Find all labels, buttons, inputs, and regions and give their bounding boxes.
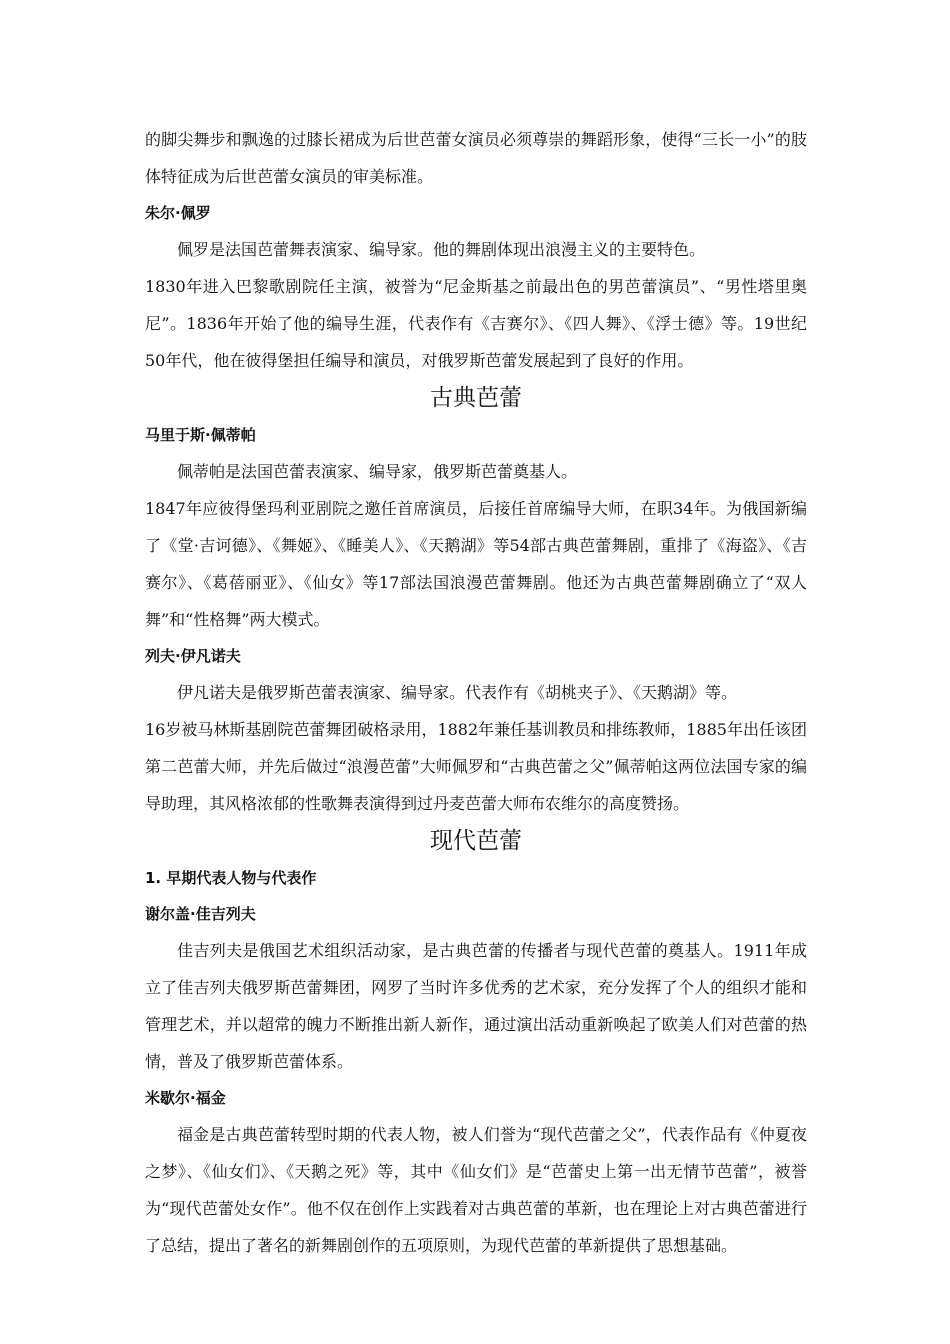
- paragraph: 佳吉列夫是俄国艺术组织活动家，是古典芭蕾的传播者与现代芭蕾的奠基人。1911年成立了佳吉列夫俄罗斯芭蕾舞团，网罗了当时许多优秀的艺术家，充分发挥了个人的组织才能和管理艺术，并以超常的魄力不断推出新人新作，通过演出活动重新唤起了欧美人们对芭蕾的热情，普及了俄罗斯芭蕾体系。: [145, 941, 807, 1071]
- subsection-heading: 1. 早期代表人物与代表作: [145, 869, 317, 887]
- paragraph: 1830年进入巴黎歌剧院任主演，被誉为“尼金斯基之前最出色的男芭蕾演员”、“男性塔里奥尼”。1836年开始了他的编导生涯，代表作有《吉赛尔》、《四人舞》、《浮士德》等。19世纪50年代，他在彼得堡担任编导和演员，对俄罗斯芭蕾发展起到了良好的作用。: [145, 277, 807, 370]
- section-title: 现代芭蕾: [430, 828, 522, 854]
- paragraph: 福金是古典芭蕾转型时期的代表人物，被人们誉为“现代芭蕾之父”，代表作品有《仲夏夜之梦》、《仙女们》、《天鹅之死》等，其中《仙女们》是“芭蕾史上第一出无情节芭蕾”，被誉为“现代芭蕾处女作”。他不仅在创作上实践着对古典芭蕾的革新，也在理论上对古典芭蕾进行了总结，提出了著名的新舞剧创作的五项原则，为现代芭蕾的革新提供了思想基础。: [145, 1125, 807, 1255]
- document-body: [145, 121, 807, 1264]
- person-heading: 列夫·伊凡诺夫: [145, 647, 241, 665]
- person-heading: 马里于斯·佩蒂帕: [145, 426, 256, 444]
- person-heading: 朱尔·佩罗: [145, 204, 211, 222]
- paragraph: 16岁被马林斯基剧院芭蕾舞团破格录用，1882年兼任基训教员和排练教师，1885年出任该团第二芭蕾大师，并先后做过“浪漫芭蕾”大师佩罗和“古典芭蕾之父”佩蒂帕这两位法国专家的编导助理，其风格浓郁的性歌舞表演得到过丹麦芭蕾大师布农维尔的高度赞扬。: [145, 720, 807, 813]
- paragraph: 佩蒂帕是法国芭蕾表演家、编导家，俄罗斯芭蕾奠基人。: [177, 462, 578, 481]
- paragraph: 的脚尖舞步和飘逸的过膝长裙成为后世芭蕾女演员必须尊崇的舞蹈形象，使得“三长一小”的肢体特征成为后世芭蕾女演员的审美标准。: [145, 130, 807, 186]
- paragraph: 伊凡诺夫是俄罗斯芭蕾表演家、编导家。代表作有《胡桃夹子》、《天鹅湖》等。: [177, 683, 738, 702]
- paragraph: 1847年应彼得堡玛利亚剧院之邀任首席演员，后接任首席编导大师，在职34年。为俄国新编了《堂·吉诃德》、《舞姬》、《睡美人》、《天鹅湖》等54部古典芭蕾舞剧，重排了《海盗》、《吉赛尔》、《葛蓓丽亚》、《仙女》等17部法国浪漫芭蕾舞剧。他还为古典芭蕾舞剧确立了“双人舞”和“性格舞”两大模式。: [145, 499, 807, 629]
- section-title: 古典芭蕾: [430, 385, 522, 411]
- paragraph: 佩罗是法国芭蕾舞表演家、编导家。他的舞剧体现出浪漫主义的主要特色。: [177, 240, 706, 259]
- person-heading: 米歇尔·福金: [145, 1089, 226, 1107]
- person-heading: 谢尔盖·佳吉列夫: [145, 905, 256, 923]
